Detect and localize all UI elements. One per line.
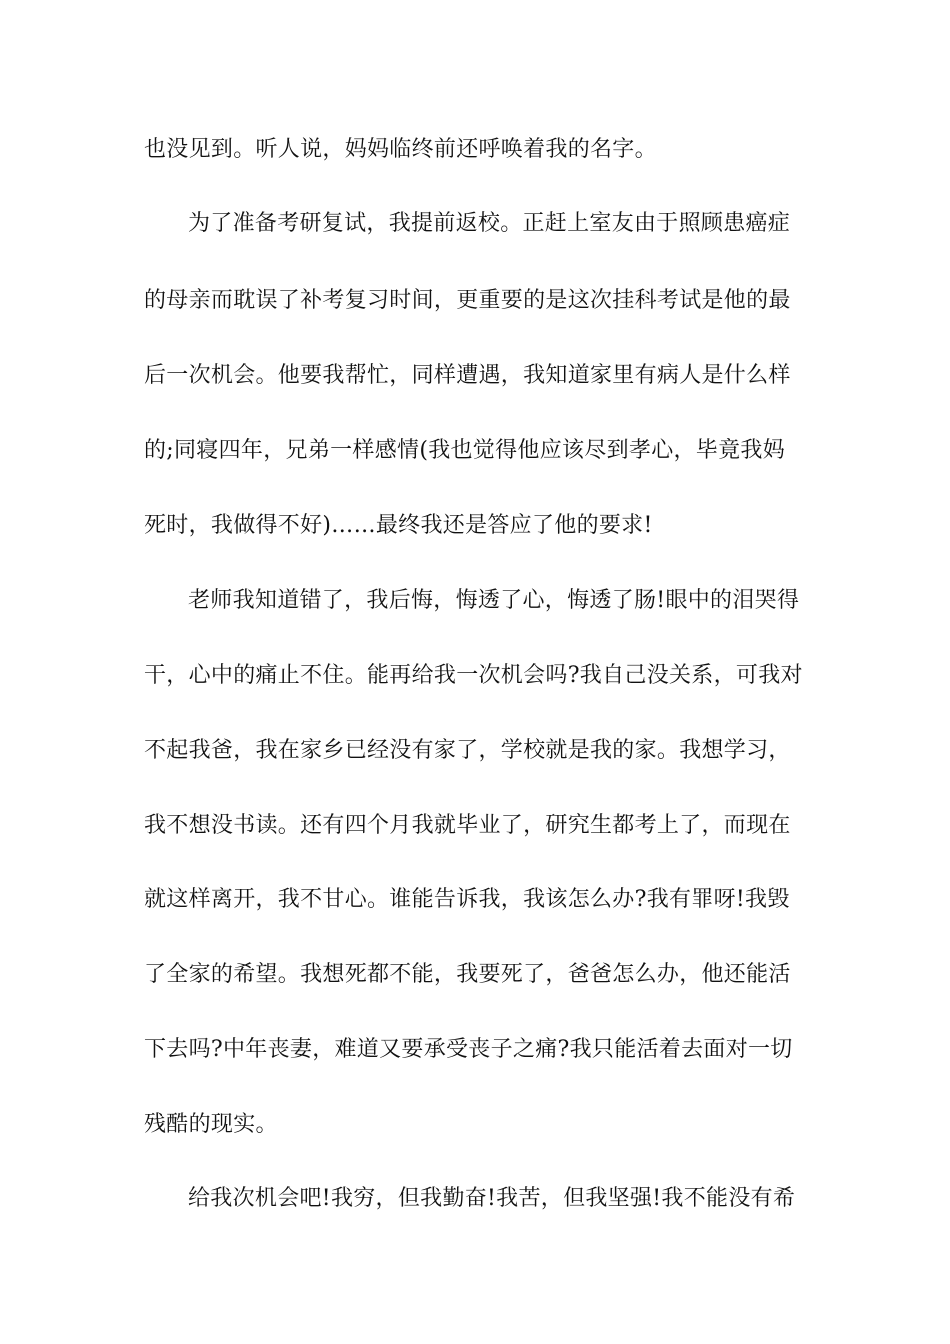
text-line: 下去吗?中年丧妻，难道又要承受丧子之痛?我只能活着去面对一切 bbox=[144, 1037, 793, 1062]
text-line: 死时，我做得不好)……最终我还是答应了他的要求! bbox=[144, 513, 653, 538]
text-line: 的母亲而耽误了补考复习时间，更重要的是这次挂科考试是他的最 bbox=[144, 288, 791, 313]
text-line: 残酷的现实。 bbox=[144, 1112, 278, 1137]
text-line: 后一次机会。他要我帮忙，同样遭遇，我知道家里有病人是什么样 bbox=[144, 363, 791, 388]
text-line: 我不想没书读。还有四个月我就毕业了，研究生都考上了，而现在 bbox=[144, 813, 791, 838]
text-line: 的;同寝四年，兄弟一样感情(我也觉得他应该尽到孝心，毕竟我妈 bbox=[144, 438, 785, 463]
text-line: 也没见到。听人说，妈妈临终前还呼唤着我的名字。 bbox=[144, 137, 657, 162]
paragraph-start-line: 老师我知道错了，我后悔，悔透了心，悔透了肠!眼中的泪哭得 bbox=[188, 588, 800, 613]
paragraph-start-line: 给我次机会吧!我穷，但我勤奋!我苦，但我坚强!我不能没有希 bbox=[188, 1186, 796, 1211]
text-line: 不起我爸，我在家乡已经没有家了，学校就是我的家。我想学习， bbox=[144, 738, 791, 763]
paragraph-start-line: 为了准备考研复试，我提前返校。正赶上室友由于照顾患癌症 bbox=[188, 211, 791, 236]
text-line: 就这样离开，我不甘心。谁能告诉我，我该怎么办?我有罪呀!我毁 bbox=[144, 887, 790, 912]
text-line: 了全家的希望。我想死都不能，我要死了，爸爸怎么办，他还能活 bbox=[144, 962, 791, 987]
text-line: 干，心中的痛止不住。能再给我一次机会吗?我自己没关系，可我对 bbox=[144, 663, 803, 688]
